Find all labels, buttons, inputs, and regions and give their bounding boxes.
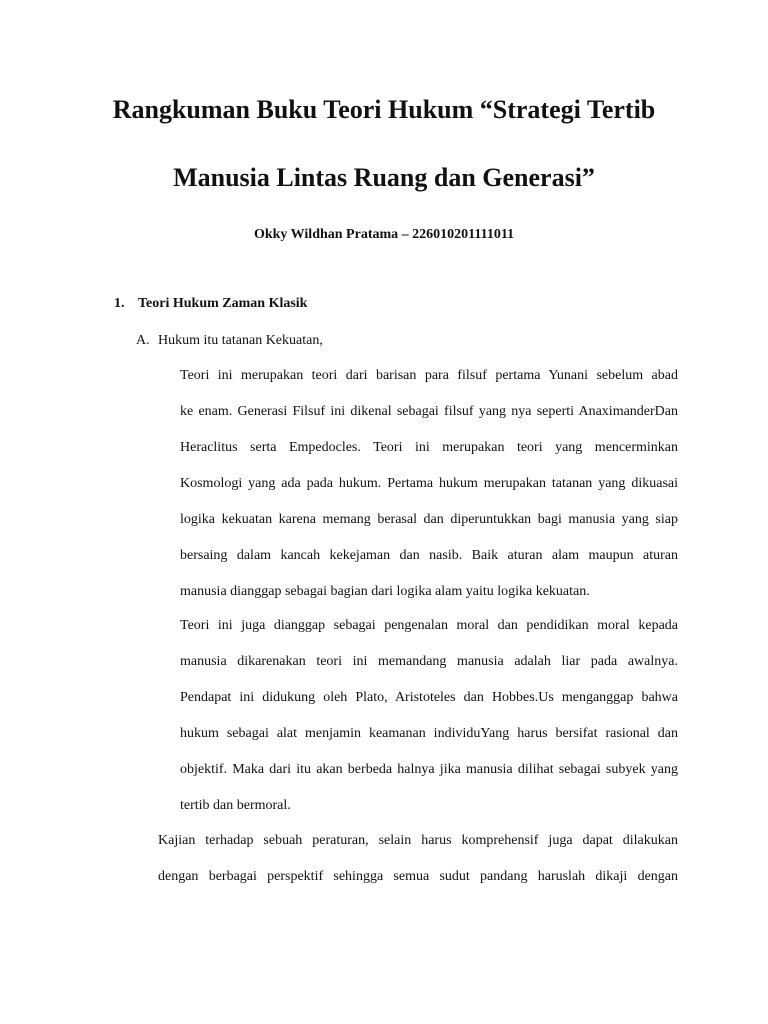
paragraph-line: tertib dan bermoral. bbox=[180, 798, 291, 813]
paragraph-line: Kajian terhadap sebuah peraturan, selain harus komprehensif juga dapat dilakukan bbox=[158, 833, 678, 848]
document-title-line-1: Rangkuman Buku Teori Hukum “Strategi Tertib bbox=[112, 95, 656, 124]
section-heading bbox=[114, 294, 307, 314]
paragraph-3 bbox=[158, 823, 678, 895]
paragraph-line: logika kekuatan karena memang berasal dan diperuntukkan bagi manusia yang siap bbox=[180, 512, 678, 527]
subsection-heading bbox=[136, 331, 323, 351]
subsection-letter: A. bbox=[136, 333, 150, 348]
paragraph-line: Teori ini merupakan teori dari barisan para filsuf pertama Yunani sebelum abad bbox=[180, 368, 678, 383]
paragraph-line: Pendapat ini didukung oleh Plato, Aristoteles dan Hobbes.Us menganggap bahwa bbox=[180, 690, 678, 705]
paragraph-line: Heraclitus serta Empedocles. Teori ini merupakan teori yang mencerminkan bbox=[180, 440, 678, 455]
paragraph-line: manusia dikarenakan teori ini memandang manusia adalah liar pada awalnya. bbox=[180, 654, 678, 669]
subsection-title: Hukum itu tatanan Kekuatan, bbox=[158, 333, 323, 348]
paragraph-line: objektif. Maka dari itu akan berbeda halnya jika manusia dilihat sebagai subyek yang bbox=[180, 762, 678, 777]
paragraph-line: dengan berbagai perspektif sehingga semua sudut pandang haruslah dikaji dengan bbox=[158, 869, 678, 884]
paragraph-line: manusia dianggap sebagai bagian dari logika alam yaitu logika kekuatan. bbox=[180, 584, 590, 599]
paragraph-line: bersaing dalam kancah kekejaman dan nasib. Baik aturan alam maupun aturan bbox=[180, 548, 678, 563]
author-line: Okky Wildhan Pratama – 226010201111011 bbox=[253, 227, 515, 242]
paragraph-line: Kosmologi yang ada pada hukum. Pertama hukum merupakan tatanan yang dikuasai bbox=[180, 476, 678, 491]
paragraph-line: ke enam. Generasi Filsuf ini dikenal sebagai filsuf yang nya seperti AnaximanderDan bbox=[180, 404, 678, 419]
paragraph-line: Teori ini juga dianggap sebagai pengenalan moral dan pendidikan moral kepada bbox=[180, 618, 678, 633]
paragraph-2 bbox=[158, 608, 678, 824]
section-number: 1. bbox=[114, 296, 125, 311]
document-title-line-2: Manusia Lintas Ruang dan Generasi” bbox=[173, 163, 595, 192]
paragraph-line: hukum sebagai alat menjamin keamanan individuYang harus bersifat rasional dan bbox=[180, 726, 678, 741]
section-title: Teori Hukum Zaman Klasik bbox=[138, 296, 308, 311]
paragraph-1 bbox=[158, 358, 678, 610]
